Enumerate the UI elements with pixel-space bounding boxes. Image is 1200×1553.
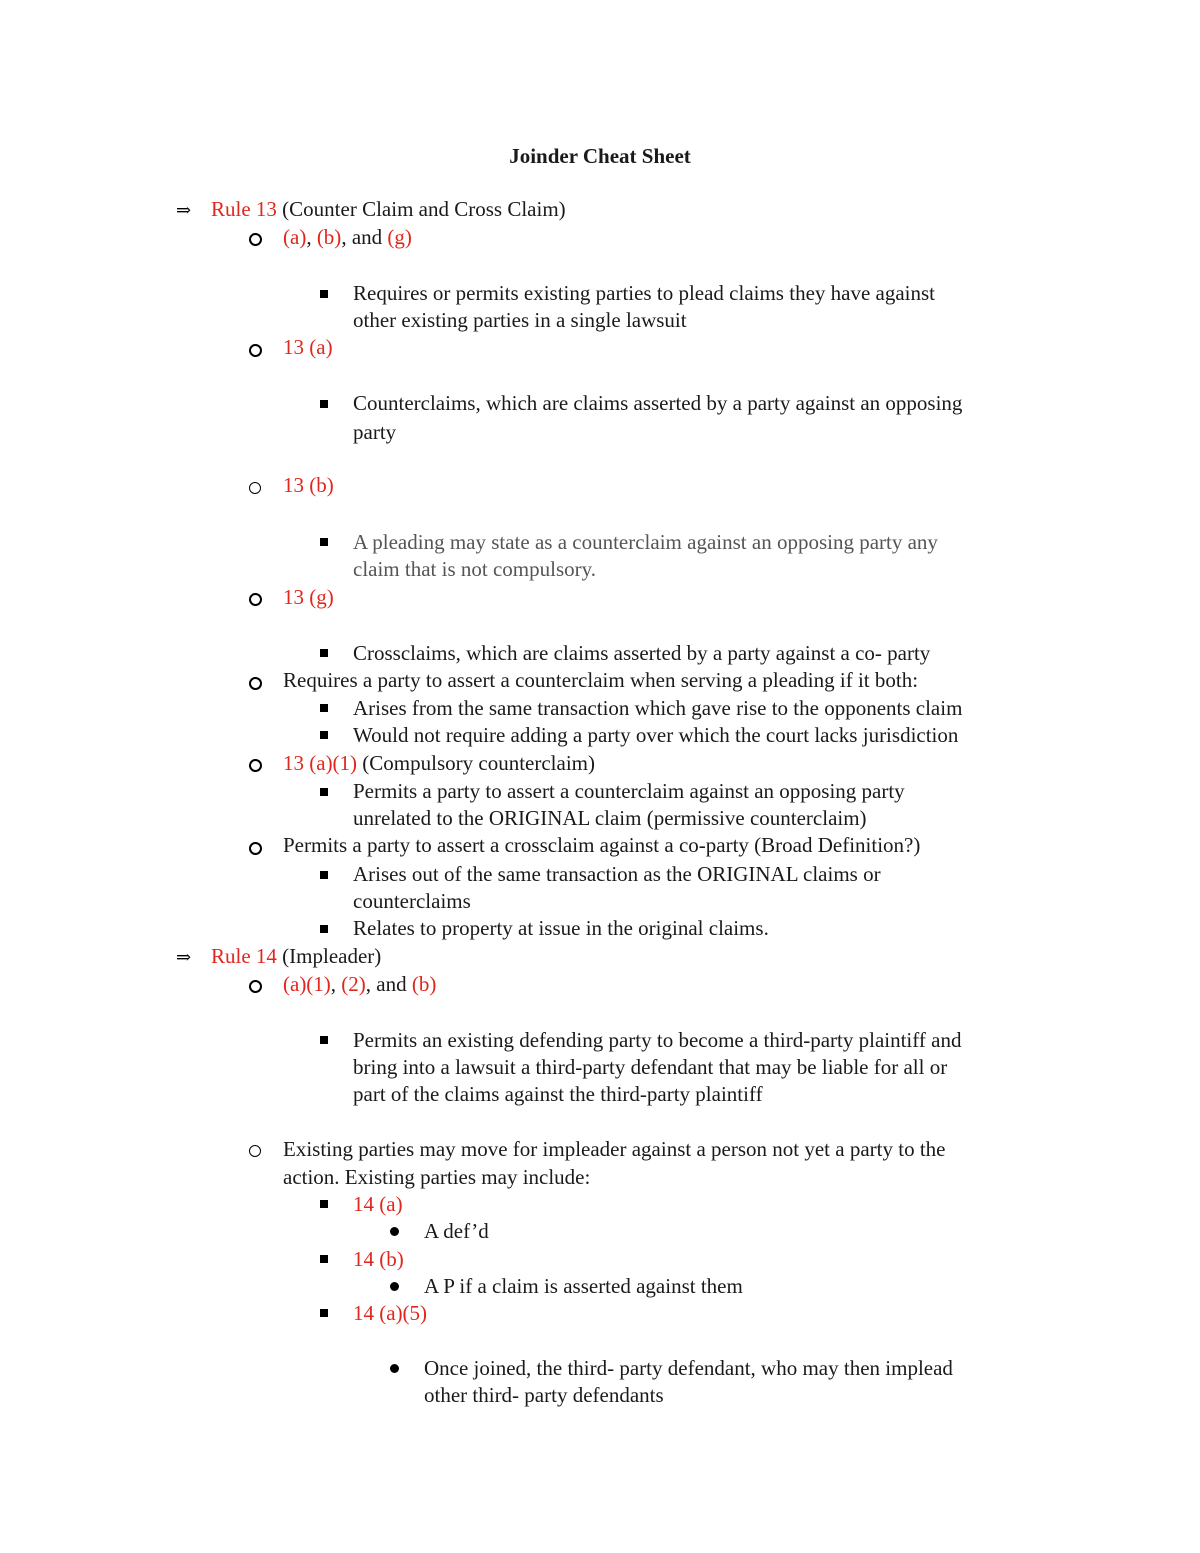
page-title: Joinder Cheat Sheet — [509, 144, 691, 168]
dot-bullet-icon — [390, 1364, 399, 1373]
square-bullet-icon — [320, 400, 328, 408]
square-bullet-icon — [320, 1200, 328, 1208]
rule-14-sub — [283, 971, 436, 998]
dot-bullet-icon — [390, 1282, 399, 1291]
permits-item-1-line-1: Arises out of the same transaction as the ORIGINAL claims or — [353, 862, 881, 886]
13a1-text-line-1: Permits a party to assert a counterclaim against an opposing party — [353, 779, 905, 803]
14b-text: A P if a claim is asserted against them — [424, 1274, 743, 1298]
rule-13a1-heading — [283, 750, 595, 777]
ref-2: (2) — [341, 972, 366, 996]
sep: , and — [365, 972, 412, 996]
rule-13a-label: 13 (a) — [283, 335, 333, 359]
rule-14a-label: 14 (a) — [353, 1192, 403, 1216]
sep: , — [306, 225, 317, 249]
arrow-bullet-icon: ⇒ — [176, 947, 192, 967]
square-bullet-icon — [320, 649, 328, 657]
sep: , and — [341, 225, 388, 249]
requires-item-1: Arises from the same transaction which gave rise to the opponents claim — [353, 696, 963, 720]
14a5-text-line-1: Once joined, the third- party defendant, who may then implead — [424, 1356, 953, 1380]
abg-text-line-2: other existing parties in a single lawsuit — [353, 308, 687, 332]
14-sub-text-line-1: Permits an existing defending party to become a third-party plaintiff and — [353, 1028, 962, 1052]
14-sub-text-line-3: part of the claims against the third-party plaintiff — [353, 1082, 763, 1106]
square-bullet-icon — [320, 1255, 328, 1263]
13a-text-line-1: Counterclaims, which are claims asserted by a party against an opposing — [353, 391, 963, 415]
square-bullet-icon — [320, 1036, 328, 1044]
square-bullet-icon — [320, 731, 328, 739]
rule-14-heading — [211, 943, 381, 970]
13g-text: Crossclaims, which are claims asserted by a party against a co- party — [353, 641, 931, 665]
dot-bullet-icon — [390, 1227, 399, 1236]
rule-13b-label: 13 (b) — [283, 473, 334, 497]
requires-text: Requires a party to assert a counterclaim when serving a pleading if it both: — [283, 668, 919, 692]
ref-a: (a) — [283, 225, 307, 249]
14a-text: A def’d — [424, 1219, 489, 1243]
permits-text: Permits a party to assert a crossclaim against a co-party (Broad Definition?) — [283, 833, 921, 857]
rule-13-abg — [283, 224, 412, 251]
circle-bullet-icon — [249, 233, 262, 246]
13a-text-line-2: party — [353, 420, 397, 444]
square-bullet-icon — [320, 925, 328, 933]
rule-13a1-desc: (Compulsory counterclaim) — [357, 751, 595, 775]
rule-14-label: Rule 14 — [211, 944, 277, 968]
14a5-text-line-2: other third- party defendants — [424, 1383, 664, 1407]
circle-bullet-icon — [249, 677, 262, 690]
rule-14a5-label: 14 (a)(5) — [353, 1301, 428, 1325]
circle-bullet-icon — [249, 593, 262, 606]
ref-b: (b) — [316, 225, 342, 249]
existing-text-line-1: Existing parties may move for impleader against a person not yet a party to the — [283, 1137, 946, 1161]
ref-a1: (a)(1) — [283, 972, 331, 996]
rule-13g-label: 13 (g) — [283, 585, 334, 609]
existing-text-line-2: action. Existing parties may include: — [283, 1165, 591, 1189]
ref-g: (g) — [387, 225, 412, 249]
ref-b: (b) — [411, 972, 437, 996]
permits-item-1-line-2: counterclaims — [353, 889, 471, 913]
arrow-bullet-icon: ⇒ — [176, 200, 192, 220]
13a1-text-line-2: unrelated to the ORIGINAL claim (permissive counterclaim) — [353, 806, 867, 830]
circle-bullet-icon — [249, 482, 261, 494]
square-bullet-icon — [320, 538, 328, 546]
circle-bullet-icon — [249, 759, 262, 772]
rule-13-heading — [211, 196, 566, 223]
circle-bullet-icon — [249, 1145, 261, 1157]
square-bullet-icon — [320, 788, 328, 796]
square-bullet-icon — [320, 704, 328, 712]
square-bullet-icon — [320, 290, 328, 298]
rule-14-desc: (Impleader) — [276, 944, 382, 968]
circle-bullet-icon — [249, 842, 262, 855]
permits-item-2: Relates to property at issue in the original claims. — [353, 916, 769, 940]
rule-13-label: Rule 13 — [211, 197, 277, 221]
requires-item-2: Would not require adding a party over which the court lacks jurisdiction — [353, 723, 959, 747]
13b-text-line-2: claim that is not compulsory. — [353, 557, 597, 581]
circle-bullet-icon — [249, 980, 262, 993]
abg-text-line-1: Requires or permits existing parties to plead claims they have against — [353, 281, 936, 305]
sep: , — [330, 972, 342, 996]
circle-bullet-icon — [249, 344, 262, 357]
rule-14b-label: 14 (b) — [353, 1247, 404, 1271]
square-bullet-icon — [320, 871, 328, 879]
rule-13-desc: (Counter Claim and Cross Claim) — [276, 197, 566, 221]
13b-text-line-1: A pleading may state as a counterclaim against an opposing party any — [353, 530, 938, 554]
rule-13a1-label: 13 (a)(1) — [283, 751, 358, 775]
14-sub-text-line-2: bring into a lawsuit a third-party defendant that may be liable for all or — [353, 1055, 948, 1079]
square-bullet-icon — [320, 1309, 328, 1317]
